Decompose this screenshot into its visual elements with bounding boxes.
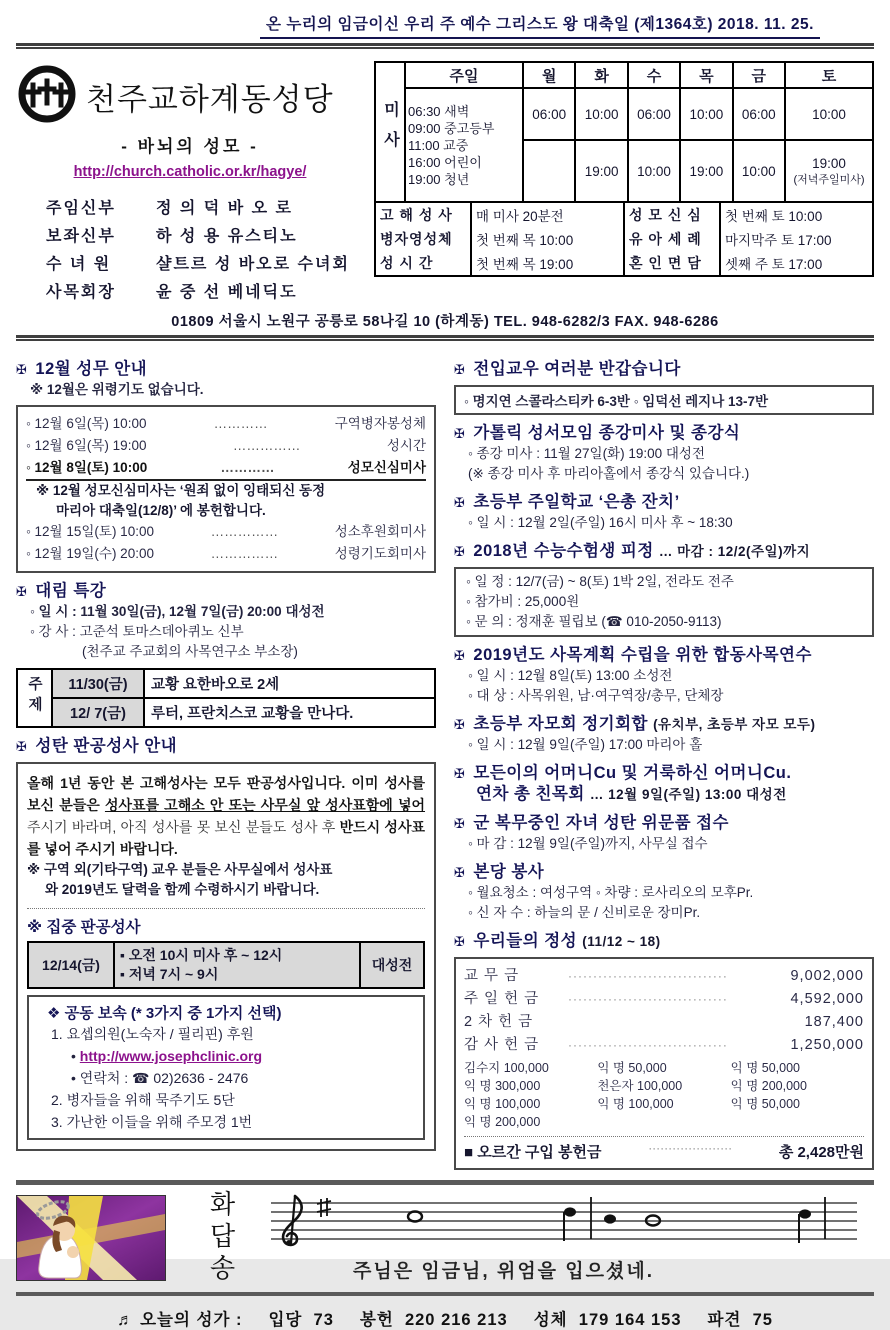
detail-line: ◦ 월요청소 : 여성구역 ◦ 차량 : 로사리오의 모후Pr. — [468, 885, 754, 900]
mass-time: 06:00 — [523, 88, 575, 140]
section-title: 2019년도 사목계획 수립을 위한 합동사목연수 — [473, 646, 812, 664]
section-title: 12월 성무 안내 — [35, 360, 148, 378]
staff-name: 하 성 용 유스티노 — [156, 228, 298, 245]
confession-date: 12/14(금) — [28, 942, 114, 988]
church-address: 01809 서울시 노원구 공릉로 58나길 10 (하계동) TEL. 948-6282/3 FAX. 948-6286 — [171, 314, 719, 330]
section-december-services — [16, 359, 436, 573]
penance-item: 2. 병자들을 위해 묵주기도 5단 — [51, 1092, 235, 1108]
sacrament-value: 매 미사 20분전 — [471, 202, 624, 227]
mass-time — [523, 140, 575, 202]
confession-paragraph: 올해 1년 동안 본 고해성사는 모두 판공성사입니다. 이미 성사를 보신 분들은 성사표를 고해소 안 또는 사무실 앞 성사표함에 넣어주시기 바라며, 아직 성사를 못 보신 분들도 성사 후 반드시 성사표를 넣어 주시기 바랍니다. — [27, 775, 426, 857]
december-schedule-box — [16, 405, 436, 573]
cross-bullet-icon: ✠ — [454, 717, 466, 732]
mass-time: 10:00 — [628, 140, 680, 202]
section-title: 초등부 자모회 정기회합 — [473, 715, 648, 733]
lecture-speaker-title: (천주교 주교회의 사목연구소 부소장) — [82, 644, 298, 659]
section-legion-gathering — [454, 763, 874, 805]
sacrament-label: 병자영성체 — [375, 227, 471, 251]
sacrament-value: 첫 번째 목 19:00 — [471, 251, 624, 276]
issue-line — [16, 10, 874, 39]
left-column — [16, 351, 436, 1170]
section-sunday-school — [454, 492, 874, 533]
praying-figure-image — [16, 1195, 166, 1281]
quarter-note — [564, 1207, 576, 1241]
section-advent-lecture — [16, 581, 436, 728]
quarter-note — [604, 1214, 616, 1223]
confession-box — [16, 762, 436, 1151]
penance-item: 1. 요셉의원(노숙자 / 필리핀) 후원 — [51, 1026, 254, 1042]
whole-note — [408, 1212, 422, 1222]
topic-text: 교황 요한바오로 2세 — [144, 669, 435, 698]
schedule-item: ◦ 12월 6일(목) 19:00 …………… 성시간 — [26, 438, 426, 453]
schedule-item: ◦ 12월 15일(토) 10:00 …………… 성소후원회미사 — [26, 524, 426, 539]
staff-row — [46, 195, 364, 218]
section-title: 2018년 수능수험생 피정 — [473, 542, 654, 560]
mass-time-sat: 19:00 (저녁주일미사) — [785, 140, 873, 202]
offering-row: 주 일 헌 금 ································ 4,592,000 — [464, 991, 864, 1007]
new-members-box: ◦ 명지연 스콜라스티카 6-3반 ◦ 임덕선 레지나 13-7반 — [454, 385, 874, 415]
confession-times: ▪ 오전 10시 미사 후 ~ 12시 ▪ 저녁 7시 ~ 9시 — [114, 942, 360, 988]
sunday-masses: 06:30 새벽 09:00 중고등부 11:00 교중 16:00 어린이 19:00 청년 — [405, 88, 523, 202]
hymn-entry: 봉헌 220 216 213 — [359, 1311, 508, 1329]
issue-title: 온 누리의 임금이신 우리 주 예수 그리스도 왕 대축일 (제1364호) 2018. 11. 25. — [260, 10, 820, 39]
sacrament-value: 셋째 주 토 17:00 — [720, 251, 873, 276]
col-sunday: 주일 — [405, 62, 523, 88]
lecture-datetime: ◦ 일 시 : 11월 30일(금), 12월 7일(금) 20:00 대성전 — [30, 604, 325, 619]
lecture-speaker: ◦ 강 사 : 고준석 토마스데아퀴노 신부 — [30, 624, 244, 639]
staff-role: 주임신부 — [46, 200, 116, 217]
sacrament-value: 마지막주 토 17:00 — [720, 227, 873, 251]
mass-schedule-table — [374, 61, 874, 203]
confession-note: 와 2019년도 달력을 함께 수령하시기 바랍니다. — [45, 882, 320, 897]
schedule-item: ◦ 12월 6일(목) 10:00 ………… 구역병자봉성체 — [26, 416, 426, 431]
church-logo-icon — [16, 63, 78, 130]
col-tue: 화 — [575, 62, 627, 88]
todays-hymns — [16, 1306, 874, 1330]
topic-date: 12/ 7(금) — [52, 698, 144, 727]
mass-time: 10:00 — [785, 88, 873, 140]
offering-row: 교 무 금 ································ 9,002,000 — [464, 968, 864, 984]
right-column — [454, 351, 874, 1170]
intensive-confession-table — [27, 941, 425, 989]
col-mon: 월 — [523, 62, 575, 88]
detail-line: ◦ 일 시 : 12월 8일(토) 13:00 소성전 — [468, 668, 673, 683]
mass-time: 10:00 — [680, 88, 732, 140]
cross-bullet-icon: ✠ — [16, 739, 28, 754]
detail-line: ◦ 일 시 : 12월 9일(주일) 17:00 마리아 홀 — [468, 737, 703, 752]
section-parish-service — [454, 862, 874, 923]
section-mothers-meeting — [454, 714, 874, 755]
mass-time: 19:00 — [575, 140, 627, 202]
staff-row — [46, 279, 364, 302]
col-thu: 목 — [680, 62, 732, 88]
mass-time: 10:00 — [733, 140, 785, 202]
saturday-note: (저녁주일미사) — [793, 173, 865, 186]
box-note: 마리아 대축일(12/8)’ 에 봉헌합니다. — [56, 503, 266, 518]
detail-line: (※ 종강 미사 후 마리아홀에서 종강식 있습니다.) — [468, 466, 750, 481]
section-suffix: (유치부, 초등부 자모 모두) — [653, 717, 816, 732]
responsorial-banner — [16, 1185, 874, 1296]
sacrament-label: 성 모 신 심 — [624, 202, 720, 227]
detail-line: ◦ 신 자 수 : 하늘의 문 / 신비로운 장미Pr. — [468, 905, 701, 920]
todays-hymns-label: ♬ 오늘의 성가 : — [117, 1311, 243, 1329]
lecture-topic-table — [16, 668, 436, 728]
penance-box — [27, 995, 425, 1140]
top-info — [16, 59, 874, 302]
sacrament-label: 혼 인 면 담 — [624, 251, 720, 276]
topic-date: 11/30(금) — [52, 669, 144, 698]
mass-schedule — [364, 59, 874, 302]
section-note: ※ 12월은 위령기도 없습니다. — [30, 382, 204, 397]
mass-time: 06:00 — [733, 88, 785, 140]
section-title: 전입교우 여러분 반갑습니다 — [473, 360, 681, 378]
cross-bullet-icon: ✠ — [454, 934, 466, 949]
schedule-item: ◦ 12월 19일(수) 20:00 …………… 성령기도회미사 — [26, 546, 426, 561]
schedule-item-highlight: ◦ 12월 8일(토) 10:00 ………… 성모신심미사 — [26, 457, 426, 481]
offerings-box — [454, 957, 874, 1170]
organ-fund-row: ■ 오르간 구입 봉헌금 ····················· 총 2,428만원 — [464, 1136, 864, 1162]
responsorial-psalm-label: 화답송 — [206, 1190, 235, 1286]
staff-name: 윤 중 선 베네딕도 — [156, 284, 298, 301]
hymn-entry: 파견 75 — [707, 1311, 773, 1329]
detail-line: ◦ 대 상 : 사목위원, 남·여구역장/총무, 단체장 — [468, 688, 724, 703]
sharp-icon — [317, 1198, 331, 1217]
detail-line: ◦ 종강 미사 : 11월 27일(화) 19:00 대성전 — [468, 446, 706, 461]
penance-item: 3. 가난한 이들을 위해 주모경 1번 — [51, 1114, 253, 1130]
section-new-members — [454, 359, 874, 415]
cross-bullet-icon: ✠ — [454, 648, 466, 663]
section-title: 군 복무중인 자녀 성탄 위문품 접수 — [473, 814, 729, 832]
detail-line: ◦ 마 감 : 12월 9일(주일)까지, 사무실 접수 — [468, 836, 708, 851]
retreat-box: ◦ 일 정 : 12/7(금) ~ 8(토) 1박 2일, 전라도 전주 ◦ 참가비 : 25,000원 ◦ 문 의 : 정재훈 필립보 (☎ 010-2050-9113) — [454, 567, 874, 637]
staff-role: 보좌신부 — [46, 228, 116, 245]
sacrament-table — [374, 201, 874, 277]
psalm-lyrics: 주님은 임금님, 위엄을 입으셨네. — [353, 1261, 654, 1282]
quarter-note — [799, 1209, 811, 1243]
sacrament-value: 첫 번째 목 10:00 — [471, 227, 624, 251]
section-title: 초등부 주일학교 ‘은총 잔치’ — [473, 493, 680, 511]
section-title: 모든이의 어머니Cu 및 거룩하신 어머니Cu. — [473, 764, 792, 782]
cross-bullet-icon: ✠ — [454, 544, 466, 559]
mass-time: 10:00 — [575, 88, 627, 140]
detail-line: ◦ 일 시 : 12월 2일(주일) 16시 미사 후 ~ 18:30 — [468, 515, 733, 530]
joseph-clinic-link[interactable]: http://www.josephclinic.org — [79, 1048, 263, 1064]
staff-row — [46, 251, 364, 274]
cross-bullet-icon: ✠ — [454, 495, 466, 510]
section-offerings — [454, 931, 874, 1170]
section-title-2: 연차 총 친목회 — [476, 785, 585, 803]
cross-bullet-icon: ✠ — [454, 362, 466, 377]
sacrament-label: 고 해 성 사 — [375, 202, 471, 227]
penance-title: ❖ 공동 보속 (* 3가지 중 1가지 선택) — [47, 1005, 282, 1022]
col-fri: 금 — [733, 62, 785, 88]
staff-row — [46, 223, 364, 246]
penance-contact: • 연락처 : ☎ 02)2636 - 2476 — [71, 1070, 249, 1086]
section-title: 본당 봉사 — [473, 863, 545, 881]
intensive-confession-title: ※ 집중 판공성사 — [27, 919, 141, 936]
section-title: 가톨릭 성서모임 종강미사 및 종강식 — [473, 424, 741, 442]
sacrament-label: 유 아 세 례 — [624, 227, 720, 251]
church-url-link[interactable]: http://church.catholic.or.kr/hagye/ — [73, 164, 307, 180]
music-staff — [265, 1193, 874, 1283]
section-military-gifts — [454, 813, 874, 854]
mass-time: 06:00 — [628, 88, 680, 140]
church-subtitle: - 바뇌의 성모 - — [121, 137, 259, 156]
dotted-divider — [27, 908, 425, 909]
col-sat: 토 — [785, 62, 873, 88]
topic-text: 루터, 프란치스코 교황을 만나다. — [144, 698, 435, 727]
staff-notation-svg — [265, 1193, 863, 1249]
mass-side-label: 미사 — [381, 100, 399, 161]
penance-link-line: • http://www.josephclinic.org — [71, 1048, 263, 1064]
confession-note: ※ 구역 외(기타구역) 교우 분들은 사무실에서 성사표 — [27, 862, 333, 877]
box-note: ※ 12월 성모신심미사는 ‘원죄 없이 잉태되신 동정 — [36, 483, 326, 498]
section-title: 성탄 판공성사 안내 — [35, 737, 178, 755]
topic-label: 주제 — [26, 675, 42, 717]
confession-place: 대성전 — [360, 942, 424, 988]
cross-bullet-icon: ✠ — [454, 865, 466, 880]
section-title: 우리들의 정성 — [473, 932, 578, 950]
staff-list — [16, 195, 364, 302]
section-bible-group — [454, 423, 874, 484]
church-identity — [16, 59, 364, 302]
cross-bullet-icon: ✠ — [454, 426, 466, 441]
staff-name: 샬트르 성 바오로 수녀회 — [156, 256, 350, 273]
cross-bullet-icon: ✠ — [454, 766, 466, 781]
section-exam-retreat — [454, 541, 874, 637]
staff-role: 수 녀 원 — [46, 256, 112, 273]
top-double-rule — [16, 43, 874, 49]
cross-bullet-icon: ✠ — [16, 584, 28, 599]
col-wed: 수 — [628, 62, 680, 88]
section-suffix: (11/12 ~ 18) — [582, 934, 661, 949]
church-name: 천주교하계동성당 — [86, 82, 334, 117]
staff-name: 정 의 덕 바 오 로 — [156, 200, 293, 217]
staff-role: 사목회장 — [46, 284, 116, 301]
cross-bullet-icon: ✠ — [16, 362, 28, 377]
sacrament-label: 성 시 간 — [375, 251, 471, 276]
mass-time: 19:00 — [680, 140, 732, 202]
offering-row: 2 차 헌 금 187,400 — [464, 1014, 864, 1030]
section-suffix: … 12월 9일(주일) 13:00 대성전 — [589, 787, 787, 802]
second-double-rule — [16, 335, 874, 341]
section-pastoral-plan — [454, 645, 874, 706]
hymn-entry: 성체 179 164 153 — [533, 1311, 682, 1329]
offering-row: 감 사 헌 금 ································ 1,250,000 — [464, 1037, 864, 1053]
section-title: 대림 특강 — [35, 582, 107, 600]
hymn-entry: 입당 73 — [268, 1311, 334, 1329]
section-suffix: … 마감 : 12/2(주일)까지 — [658, 544, 811, 559]
sacrament-value: 첫 번째 토 10:00 — [720, 202, 873, 227]
cross-bullet-icon: ✠ — [454, 816, 466, 831]
section-christmas-confession — [16, 736, 436, 1151]
donor-list: 김수지 100,000 익 명 50,000 익 명 50,000 익 명 300,000 천은자 100,000 익 명 200,000 익 명 100,000 익 명 100,000 익 명 50,000 익 명 200,000 — [464, 1061, 807, 1129]
